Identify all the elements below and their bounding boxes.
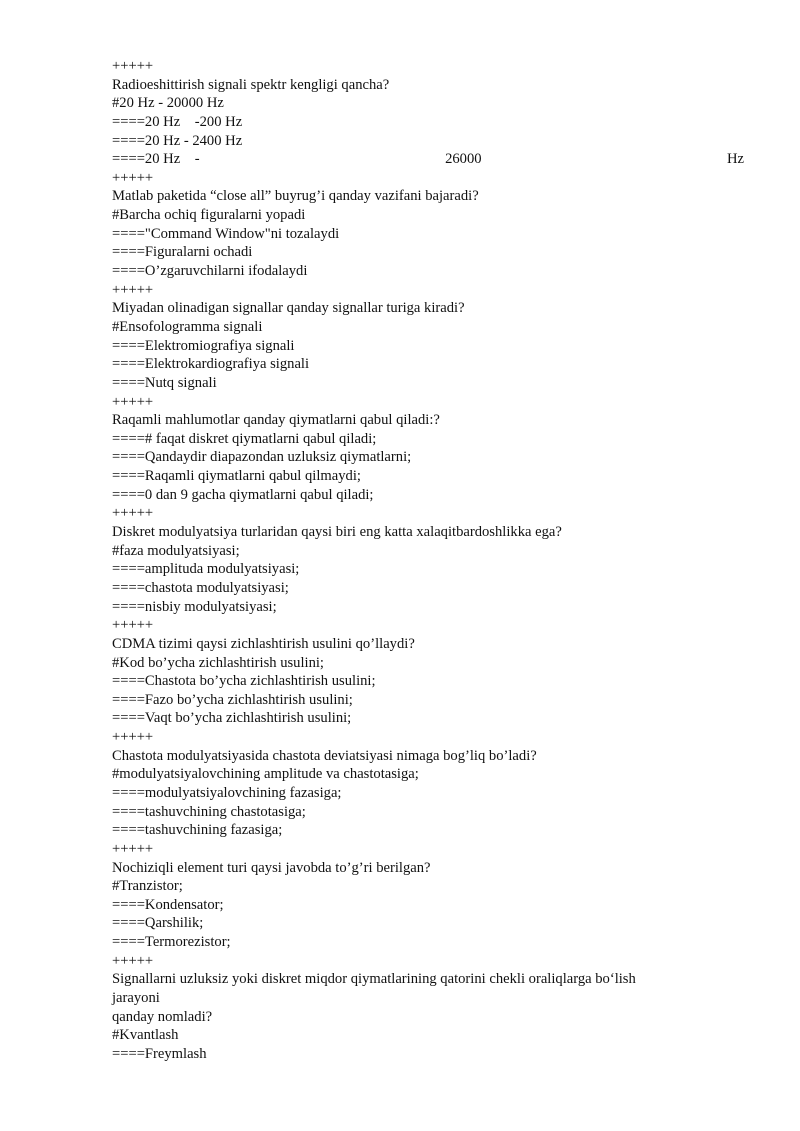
question-text: Nochiziqli element turi qaysi javobda to’g’ri berilgan? xyxy=(112,859,431,876)
question-text: CDMA tizimi qaysi zichlashtirish usulini qo’llaydi? xyxy=(112,635,415,652)
text-segment: Hz xyxy=(726,151,744,168)
correct-answer: #Ensofologramma signali xyxy=(112,318,263,335)
question-separator: +++++ xyxy=(112,393,154,410)
answer-option: ====Elektromiografiya signali xyxy=(112,337,295,354)
answer-option: ====tashuvchining chastotasiga; xyxy=(112,803,306,820)
answer-option: ====# faqat diskret qiymatlarni qabul qiladi; xyxy=(112,430,377,447)
question-text: Raqamli mahlumotlar qanday qiymatlarni qabul qiladi:? xyxy=(112,412,440,429)
correct-answer: #Tranzistor; xyxy=(112,878,183,895)
answer-option: ====20 Hz - 2400 Hz xyxy=(112,132,243,149)
answer-option: ====Nutq signali xyxy=(112,374,217,391)
question-text: qanday nomladi? xyxy=(112,1008,213,1025)
answer-option: ====tashuvchining fazasiga; xyxy=(112,822,283,839)
question-separator: +++++ xyxy=(112,58,154,74)
answer-option: ====Termorezistor; xyxy=(112,934,231,951)
question-separator: +++++ xyxy=(112,281,154,298)
answer-option: ====Qandaydir diapazondan uzluksiz qiymatlarni; xyxy=(112,449,412,466)
answer-option: ====Chastota bo’ycha zichlashtirish usulini; xyxy=(112,673,376,690)
answer-option: ====Raqamli qiymatlarni qabul qilmaydi; xyxy=(112,468,361,485)
document-body xyxy=(112,57,744,1064)
answer-option: ====Figuralarni ochadi xyxy=(112,244,253,261)
answer-option: ====modulyatsiyalovchining fazasiga; xyxy=(112,784,342,801)
answer-option: ====nisbiy modulyatsiyasi; xyxy=(112,598,277,615)
answer-option-line xyxy=(112,150,744,169)
question-text: jarayoni xyxy=(112,990,160,1007)
correct-answer: #Kvantlash xyxy=(112,1027,179,1044)
answer-option: ====Qarshilik; xyxy=(112,915,204,932)
text-segment: ====20 Hz - xyxy=(112,151,200,168)
question-separator: +++++ xyxy=(112,729,154,746)
answer-option: ====O’zgaruvchilarni ifodalaydi xyxy=(112,263,308,280)
question-separator: +++++ xyxy=(112,169,154,186)
correct-answer: #Barcha ochiq figuralarni yopadi xyxy=(112,207,306,224)
question-text: Radioeshittirish signali spektr kengligi qancha? xyxy=(112,76,390,93)
answer-option: ====0 dan 9 gacha qiymatlarni qabul qiladi; xyxy=(112,486,374,503)
question-text: Chastota modulyatsiyasida chastota deviatsiyasi nimaga bog’liq bo’ladi? xyxy=(112,747,537,764)
question-text: Signallarni uzluksiz yoki diskret miqdor qiymatlarining qatorini chekli oraliqlarga bo‘lish xyxy=(112,971,636,988)
question-text: Diskret modulyatsiya turlaridan qaysi biri eng katta xalaqitbardoshlikka ega? xyxy=(112,524,562,541)
question-text: Matlab paketida “close all” buyrug’i qanday vazifani bajaradi? xyxy=(112,188,479,205)
answer-option: ====Elektrokardiografiya signali xyxy=(112,356,310,373)
question-separator: +++++ xyxy=(112,952,154,969)
correct-answer: #Kod bo’ycha zichlashtirish usulini; xyxy=(112,654,324,671)
question-text: Miyadan olinadigan signallar qanday signallar turiga kiradi? xyxy=(112,300,465,317)
question-separator: +++++ xyxy=(112,840,154,857)
correct-answer: #modulyatsiyalovchining amplitude va chastotasiga; xyxy=(112,766,419,783)
correct-answer: #20 Hz - 20000 Hz xyxy=(112,95,224,112)
answer-option: ====Vaqt bo’ycha zichlashtirish usulini; xyxy=(112,710,352,727)
answer-option: ====Kondensator; xyxy=(112,896,224,913)
text-segment: 26000 xyxy=(445,151,482,168)
answer-option: ====amplituda modulyatsiyasi; xyxy=(112,561,300,578)
answer-option: ====chastota modulyatsiyasi; xyxy=(112,579,289,596)
question-separator: +++++ xyxy=(112,617,154,634)
question-separator: +++++ xyxy=(112,505,154,522)
answer-option: ====20 Hz -200 Hz xyxy=(112,113,243,130)
answer-option: ====Fazo bo’ycha zichlashtirish usulini; xyxy=(112,691,353,708)
correct-answer: #faza modulyatsiyasi; xyxy=(112,542,240,559)
answer-option: ===="Command Window"ni tozalaydi xyxy=(112,225,340,242)
answer-option: ====Freymlash xyxy=(112,1045,207,1062)
